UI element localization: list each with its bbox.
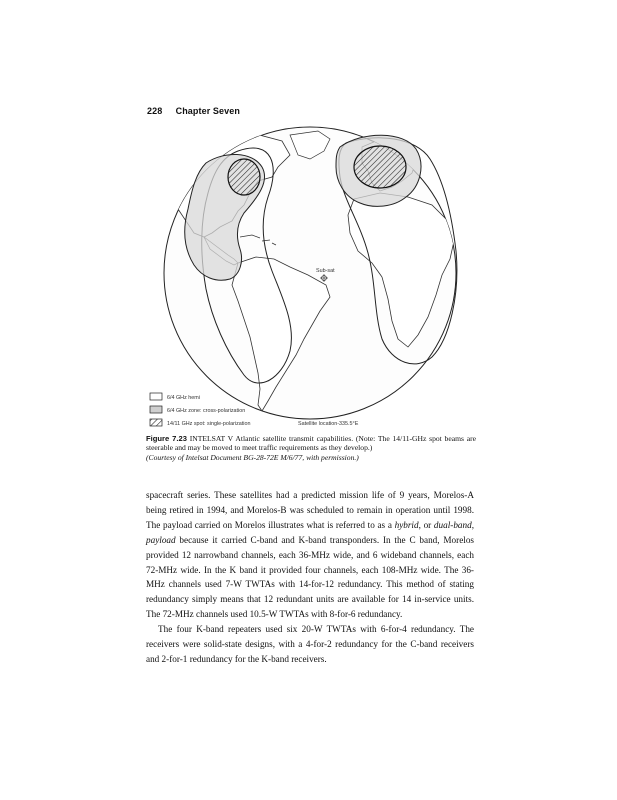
paragraph-1-part-c: because it carried C-band and K-band transponders. In the C band, Morelos provided 12 narrowband channels, each 36-MHz wide, and 6 wideband channels, each 72-MHz wide. In the K band it provided four channels, each 108-MHz wide. The 36-MHz channels used 7-W TWTAs with 14-for-12 redundancy. This method of stating redundancy simply means that 12 redundant units are available for 14 in-service units. The 72-MHz channels used 10.5-W TWTAs with 8-for-6 redundancy. <box>146 534 474 620</box>
legend-swatch-hemi <box>150 393 162 400</box>
paragraph-1-part-b: , or <box>418 519 434 530</box>
term-dual-band-payload: dual-band, payload <box>146 519 474 545</box>
figure-caption <box>146 434 476 462</box>
legend-hemi-label: 6/4 GHz hemi <box>167 395 200 401</box>
legend-swatch-zone <box>150 406 162 413</box>
paragraph-2: The four K-band repeaters used six 20-W TWTAs with 6-for-4 redundancy. The receivers were solid-state designs, with a 4-for-2 redundancy for the C-band receivers and 2-for-1 redundancy for the K-band receivers. <box>146 624 474 664</box>
term-hybrid: hybrid <box>394 519 419 530</box>
legend-zone-label: 6/4 GHz zone: cross-polarization <box>167 408 246 414</box>
satellite-location-label: Satellite location-335.5°E <box>298 421 359 427</box>
legend-swatch-spot <box>150 419 162 426</box>
page-header <box>147 106 240 116</box>
paragraph-1-part-a: spacecraft series. These satellites had a predicted mission life of 9 years, Morelos-A being retired in 1994, and Morelos-B was scheduled to remain in operation until 1998. The payload carried on Morelos illustrates what is referred to as a <box>146 490 474 530</box>
caption-credit: (Courtesy of Intelsat Document BG-28-72E M/6/77, with permission.) <box>146 452 359 462</box>
figure-label: Figure 7.23 <box>146 434 187 443</box>
spot-beam-west <box>228 159 260 195</box>
legend-spot-label: 14/11 GHz spot: single-polarization <box>167 421 251 427</box>
paragraph-1 <box>146 488 474 622</box>
figure-7-23 <box>140 125 480 433</box>
chapter-title: Chapter Seven <box>175 106 240 116</box>
body-text <box>146 488 474 667</box>
caption-text: INTELSAT V Atlantic satellite transmit capabilities. (Note: The 14/11-GHz spot beams are steerable and may be moved to meet traffic requirements as they develop.) <box>146 434 476 453</box>
atlantic-coverage-map <box>140 125 480 433</box>
spot-beam-east <box>354 146 406 188</box>
page-number: 228 <box>147 106 163 116</box>
subsat-label: Sub-sat <box>316 268 335 274</box>
